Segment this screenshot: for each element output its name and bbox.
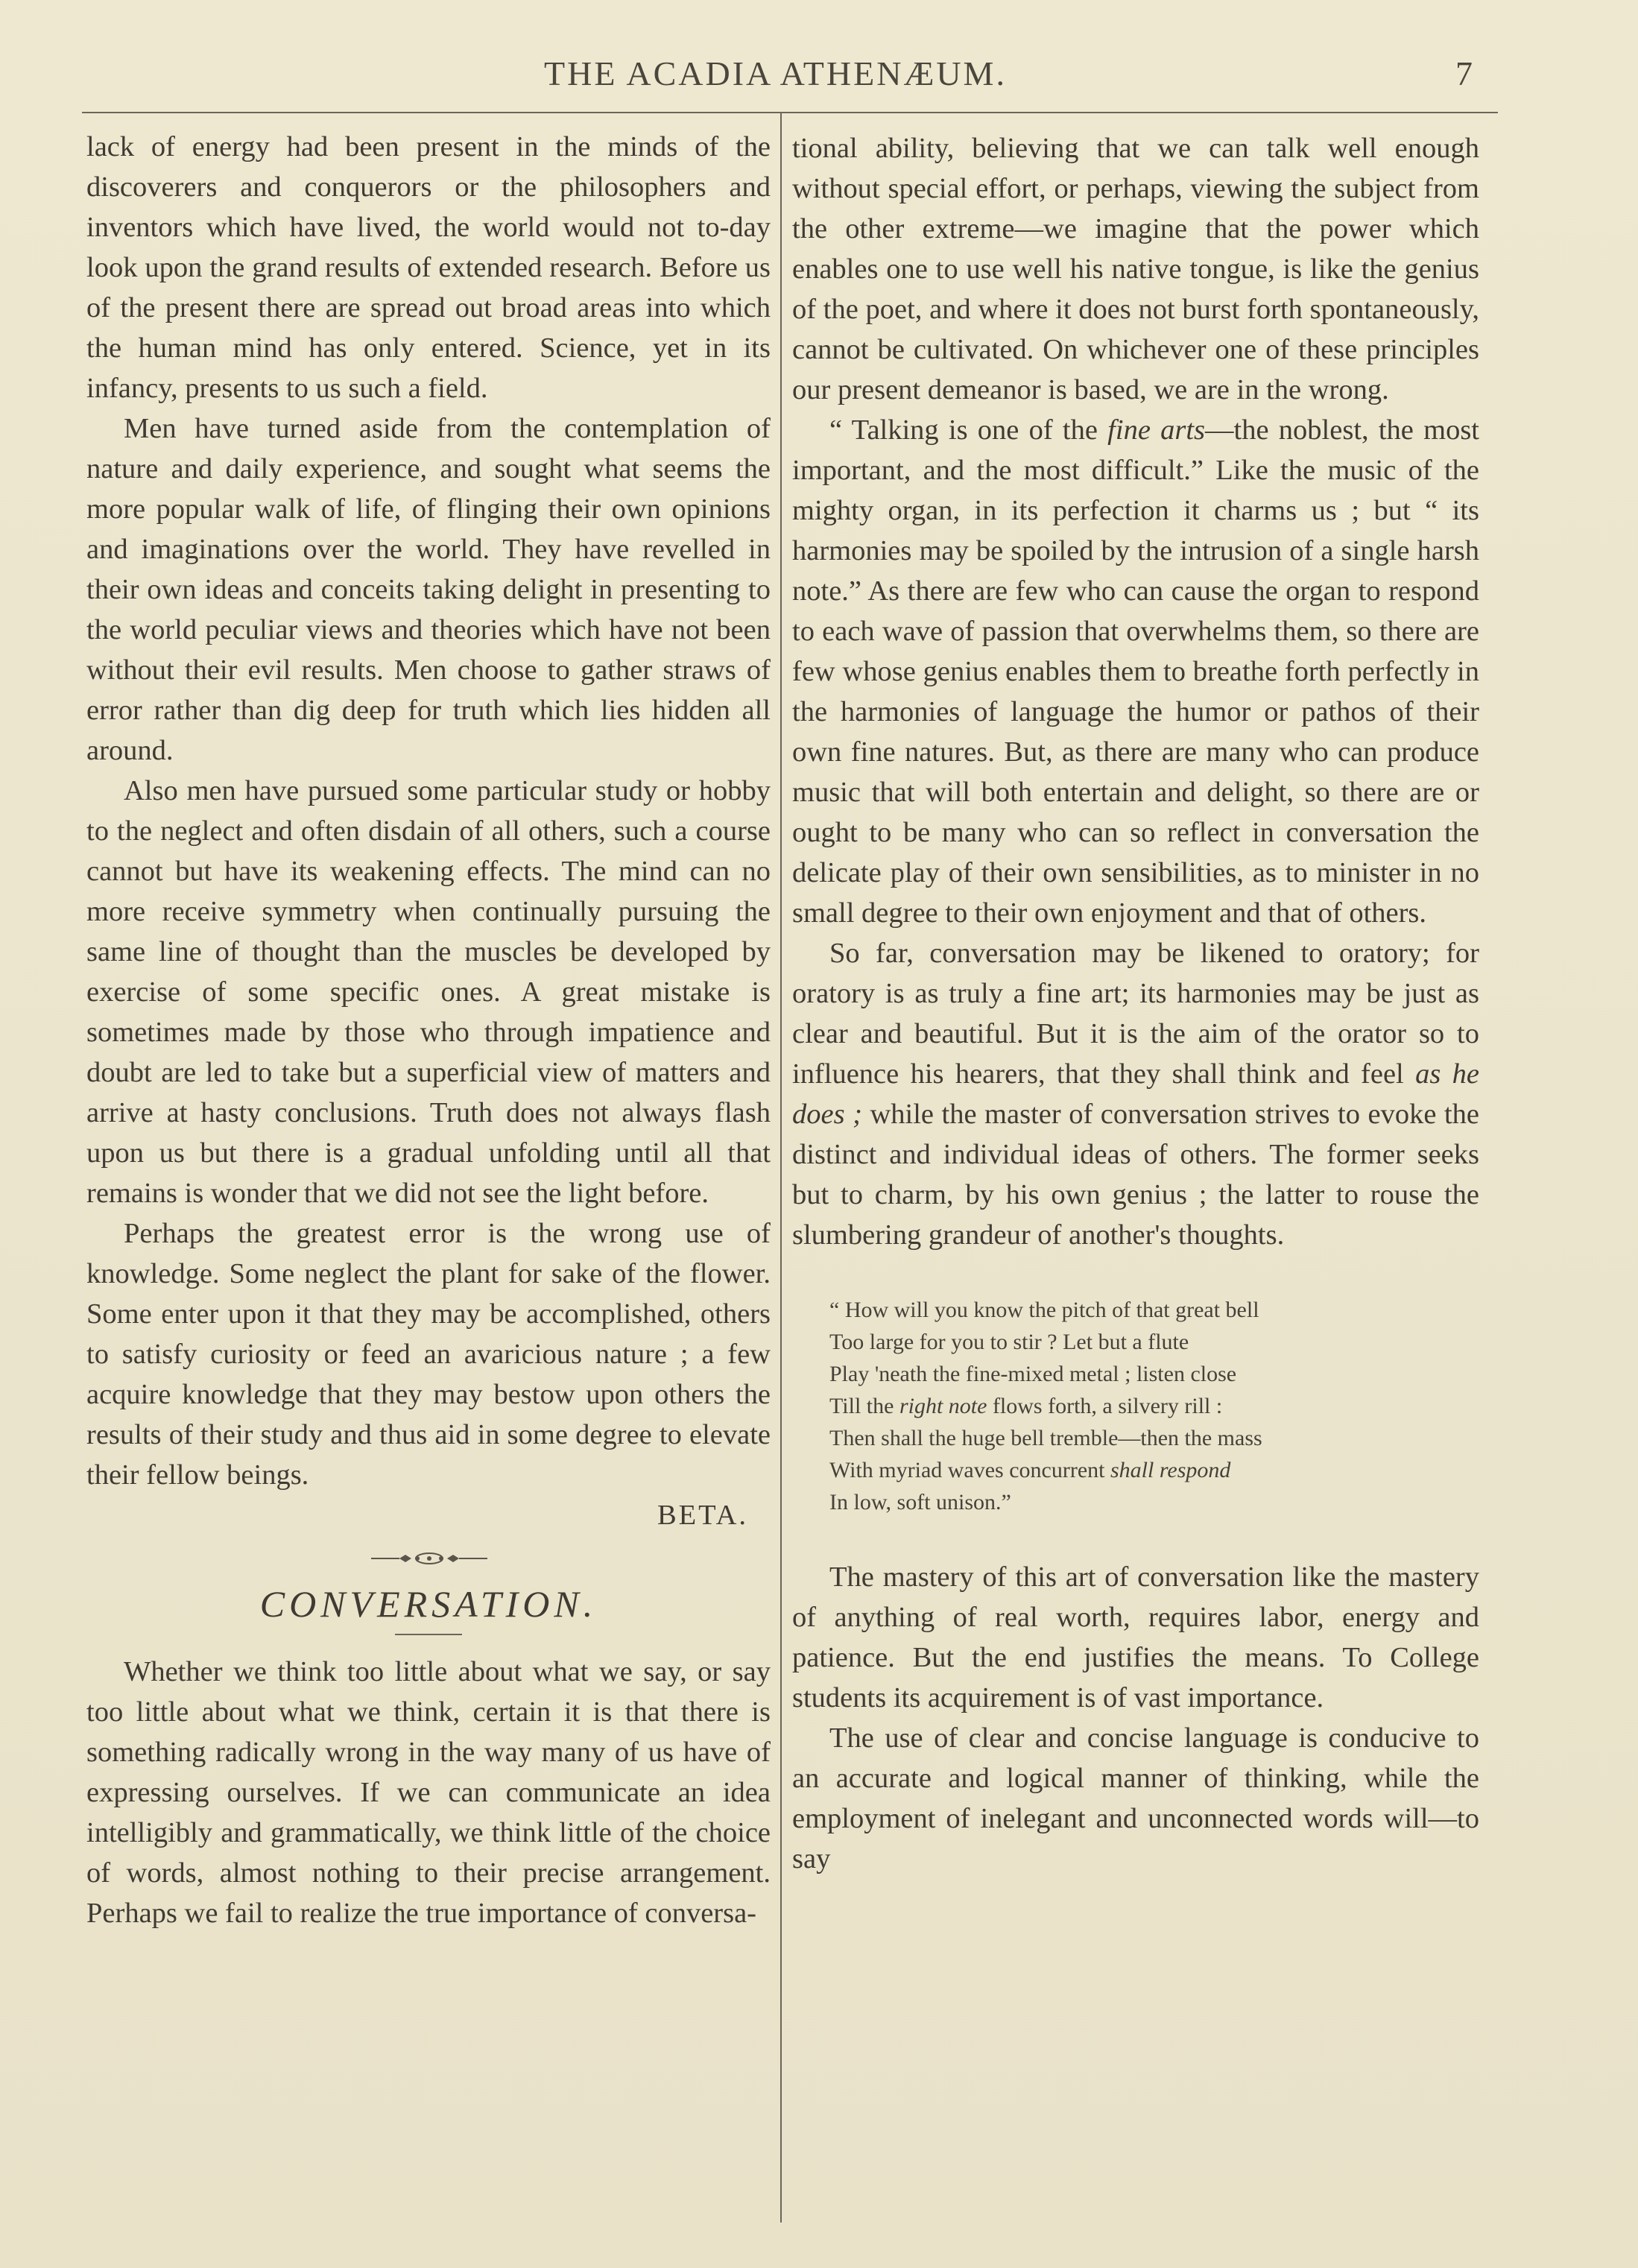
header-rule (82, 112, 1498, 113)
quoted-poem (829, 1294, 1479, 1518)
poem-line-7: In low, soft unison.” (829, 1490, 1011, 1514)
column-divider (780, 113, 782, 2223)
left-paragraph-5: Whether we think too little about what we say, or say too little about what we think, certain it is that there is something radically wrong in the way many of us have of expressing ourselves. If we can communicate an idea intelligibly and grammatically, we think little of the choice of words, almost nothing to their precise arrangement. Perhaps we fail to realize the true importance of conversa- (86, 1656, 771, 1929)
section-title: CONVERSATION. (259, 1583, 598, 1625)
poem-line-4-start: Till the (829, 1394, 899, 1418)
poem-line-5: Then shall the huge bell tremble—then the mass (829, 1426, 1262, 1450)
left-paragraph-4: Perhaps the greatest error is the wrong use of knowledge. Some neglect the plant for sake of the flower. Some enter upon it that they may be accomplished, others to satisfy curiosity or feed an avaricious nature ; a few acquire knowledge that they may bestow upon others the results of their study and thus aid in some degree to elevate their fellow beings. (86, 1218, 771, 1491)
right-paragraph-2 (792, 410, 1479, 933)
right-paragraph-2-rest: —the noblest, the most important, and the most difficult.” Like the music of the mighty organ, in its perfection it charms us ; but “ its harmonies may be spoiled by the intrusion of a single harsh note.” As there are few who can cause the organ to respond to each wave of passion that overwhelms them, so there are few whose genius enables them to breathe forth perfectly in the harmonies of language the humor or pathos of their own fine natures. But, as there are many who can produce music that will both entertain and delight, so there are or ought to be many who can so reflect in conversation the delicate play of their own sensibilities, as to minister in no small degree to their own enjoyment and that of others. (792, 414, 1479, 929)
right-paragraph-5: The use of clear and concise language is conducive to an accurate and logical manner of thinking, while the employment of inelegant and unconnected words will—to say (792, 1722, 1479, 1874)
left-column (86, 127, 771, 1933)
poem-line-6-emphasis: shall respond (1110, 1458, 1231, 1482)
right-paragraph-2-emphasis: fine arts (1107, 414, 1206, 446)
left-paragraph-1: lack of energy had been present in the minds of the discoverers and conquerors or the philosophers and inventors which have lived, the world would not to-day look upon the grand results of extended research. Before us of the present there are spread out broad areas into which the human mind has only entered. Science, yet in its infancy, presents to us such a field. (86, 131, 771, 404)
poem-line-3: Play 'neath the fine-mixed metal ; listen close (829, 1362, 1237, 1386)
poem-line-1: “ How will you know the pitch of that great bell (829, 1298, 1259, 1322)
title-rule (395, 1634, 462, 1635)
poem-line-6-start: With myriad waves concurrent (829, 1458, 1110, 1482)
right-paragraph-1: tional ability, believing that we can talk well enough without special effort, or perhaps, viewing the subject from the other extreme—we imagine that the power which enables one to use well his native tongue, is like the genius of the poet, and where it does not burst forth spontaneously, cannot be cultivated. On whichever one of these principles our present demeanor is based, we are in the wrong. (792, 133, 1479, 405)
right-paragraph-3-rest: while the master of conversation strives to evoke the distinct and individual ideas of others. The former seeks but to charm, by his own genius ; the latter to rouse the slumbering grandeur of another's thoughts. (792, 1099, 1479, 1251)
poem-line-4-emphasis: right note (899, 1394, 987, 1418)
poem-line-4-rest: flows forth, a silvery rill : (987, 1394, 1223, 1418)
poem-line-4 (829, 1390, 1479, 1422)
ornament-flourish-icon (370, 1550, 489, 1567)
right-paragraph-3-emphasis: as he does ; (792, 1058, 1479, 1130)
running-head (0, 54, 1638, 98)
left-paragraph-2: Men have turned aside from the contemplation of nature and daily experience, and sought what seems the more popular walk of life, of flinging their own opinions and imaginations over the world. They have revelled in their own ideas and conceits taking delight in presenting to the world peculiar views and theories which have not been without their evil results. Men choose to gather straws of error rather than dig deep for truth which lies hidden all around. (86, 413, 771, 766)
poem-line-6 (829, 1454, 1479, 1486)
poem-line-2: Too large for you to stir ? Let but a flute (829, 1330, 1189, 1354)
right-paragraph-4: The mastery of this art of conversation like the mastery of anything of real worth, requires labor, energy and patience. But the end justifies the means. To College students its acquirement is of vast importance. (792, 1561, 1479, 1713)
running-title: THE ACADIA ATHENÆUM. (544, 54, 1007, 92)
right-paragraph-3-start: So far, conversation may be likened to oratory; for oratory is as truly a fine art; its harmonies may be just as clear and beautiful. But it is the aim of the orator so to influence his hearers, that they shall think and feel (792, 938, 1479, 1090)
right-paragraph-2-start: “ Talking is one of the (829, 414, 1108, 446)
page-number: 7 (1455, 54, 1473, 92)
section-ornament (86, 1544, 771, 1574)
left-paragraph-3: Also men have pursued some particular study or hobby to the neglect and often disdain of all others, such a course cannot but have its weakening effects. The mind can no more receive symmetry when continually pursuing the same line of thought than the muscles be developed by exercise of some specific ones. A great mistake is sometimes made by those who through impatience and doubt are led to take but a superficial view of matters and arrive at hasty conclusions. Truth does not always flash upon us but there is a gradual unfolding until all that remains is wonder that we did not see the light before. (86, 775, 771, 1209)
right-paragraph-3 (792, 933, 1479, 1255)
right-column (792, 128, 1479, 1879)
author-signature: BETA. (657, 1500, 748, 1531)
